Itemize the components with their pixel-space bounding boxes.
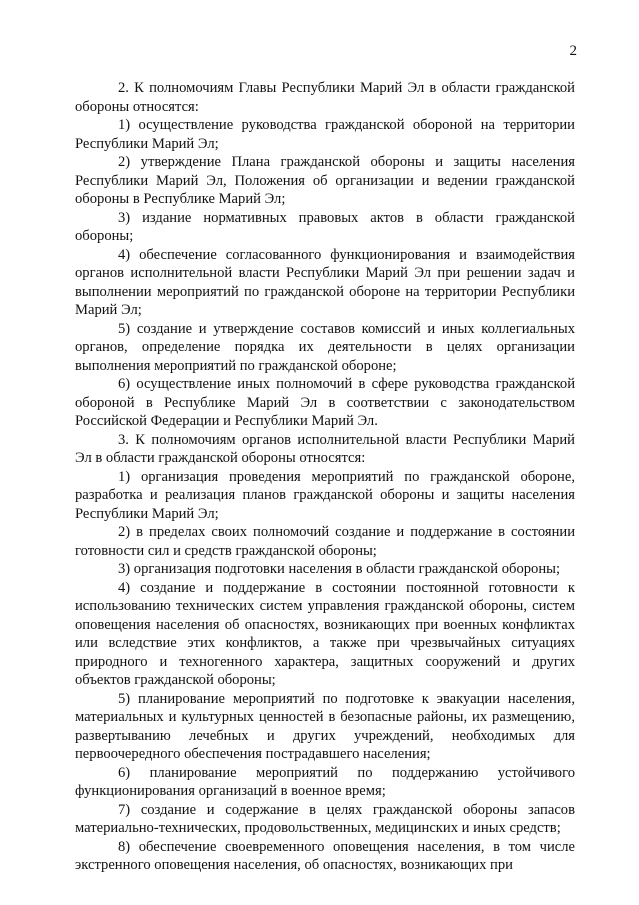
section-3-item-2: 2) в пределах своих полномочий создание и поддержание в состоянии готовности сил и средств гражданской обороны;: [75, 524, 575, 559]
document-body: [75, 79, 575, 875]
section-2-item-2: 2) утверждение Плана гражданской обороны и защиты населения Республики Марий Эл, Положения об организации и ведении гражданской обороны в Республике Марий Эл;: [75, 154, 575, 207]
section-3-item-8: 8) обеспечение своевременного оповещения населения, в том числе экстренного оповещения населения, об опасностях, возникающих при: [75, 838, 575, 873]
section-2-item-4: 4) обеспечение согласованного функционирования и взаимодействия органов исполнительной власти Республики Марий Эл при решении задач и выполнении мероприятий по гражданской обороне на территории Республики Марий Эл;: [75, 246, 575, 318]
section-3-item-1: 1) организация проведения мероприятий по гражданской обороне, разработка и реализация планов гражданской обороны и защиты населения Республики Марий Эл;: [75, 468, 575, 522]
section-2-item-1: 1) осуществление руководства гражданской обороной на территории Республики Марий Эл;: [75, 117, 575, 152]
page-number: 2: [569, 43, 577, 59]
section-3-item-6: 6) планирование мероприятий по поддержанию устойчивого функционирования организаций в военное время;: [75, 764, 575, 799]
section-3-item-3: 3) организация подготовки населения в области гражданской обороны;: [118, 561, 561, 577]
section-3-item-7: 7) создание и содержание в целях гражданской обороны запасов материально-технических, продовольственных, медицинских и иных средств;: [75, 801, 575, 836]
section-3-intro: 3. К полномочиям органов исполнительной власти Республики Марий Эл в области гражданской обороны относятся:: [75, 431, 575, 466]
section-2-item-3: 3) издание нормативных правовых актов в области гражданской обороны;: [75, 209, 575, 244]
section-2-item-6: 6) осуществление иных полномочий в сфере руководства гражданской обороной в Республике Марий Эл в соответствии с законодательством Российской Федерации и Республики Марий Эл.: [75, 376, 575, 429]
section-3-item-4: 4) создание и поддержание в состоянии постоянной готовности к использованию технических систем управления гражданской обороны, систем оповещения населения об опасностях, возникающих при военных конфликтах или вследствие этих конфликтов, а также при чрезвычайных ситуациях природного и техногенного характера, защитных сооружений и других объектов гражданской обороны;: [75, 579, 575, 688]
section-3-item-5: 5) планирование мероприятий по подготовке к эвакуации населения, материальных и культурных ценностей в безопасные районы, их размещению, развертыванию лечебных и других учреждений, необходимых для первоочередного обеспечения пострадавшего населения;: [75, 690, 575, 762]
section-2-item-5: 5) создание и утверждение составов комиссий и иных коллегиальных органов, определение порядка их деятельности в целях организации выполнения мероприятий по гражданской обороне;: [75, 320, 575, 374]
section-2-intro: 2. К полномочиям Главы Республики Марий Эл в области гражданской обороны относятся:: [75, 80, 575, 115]
